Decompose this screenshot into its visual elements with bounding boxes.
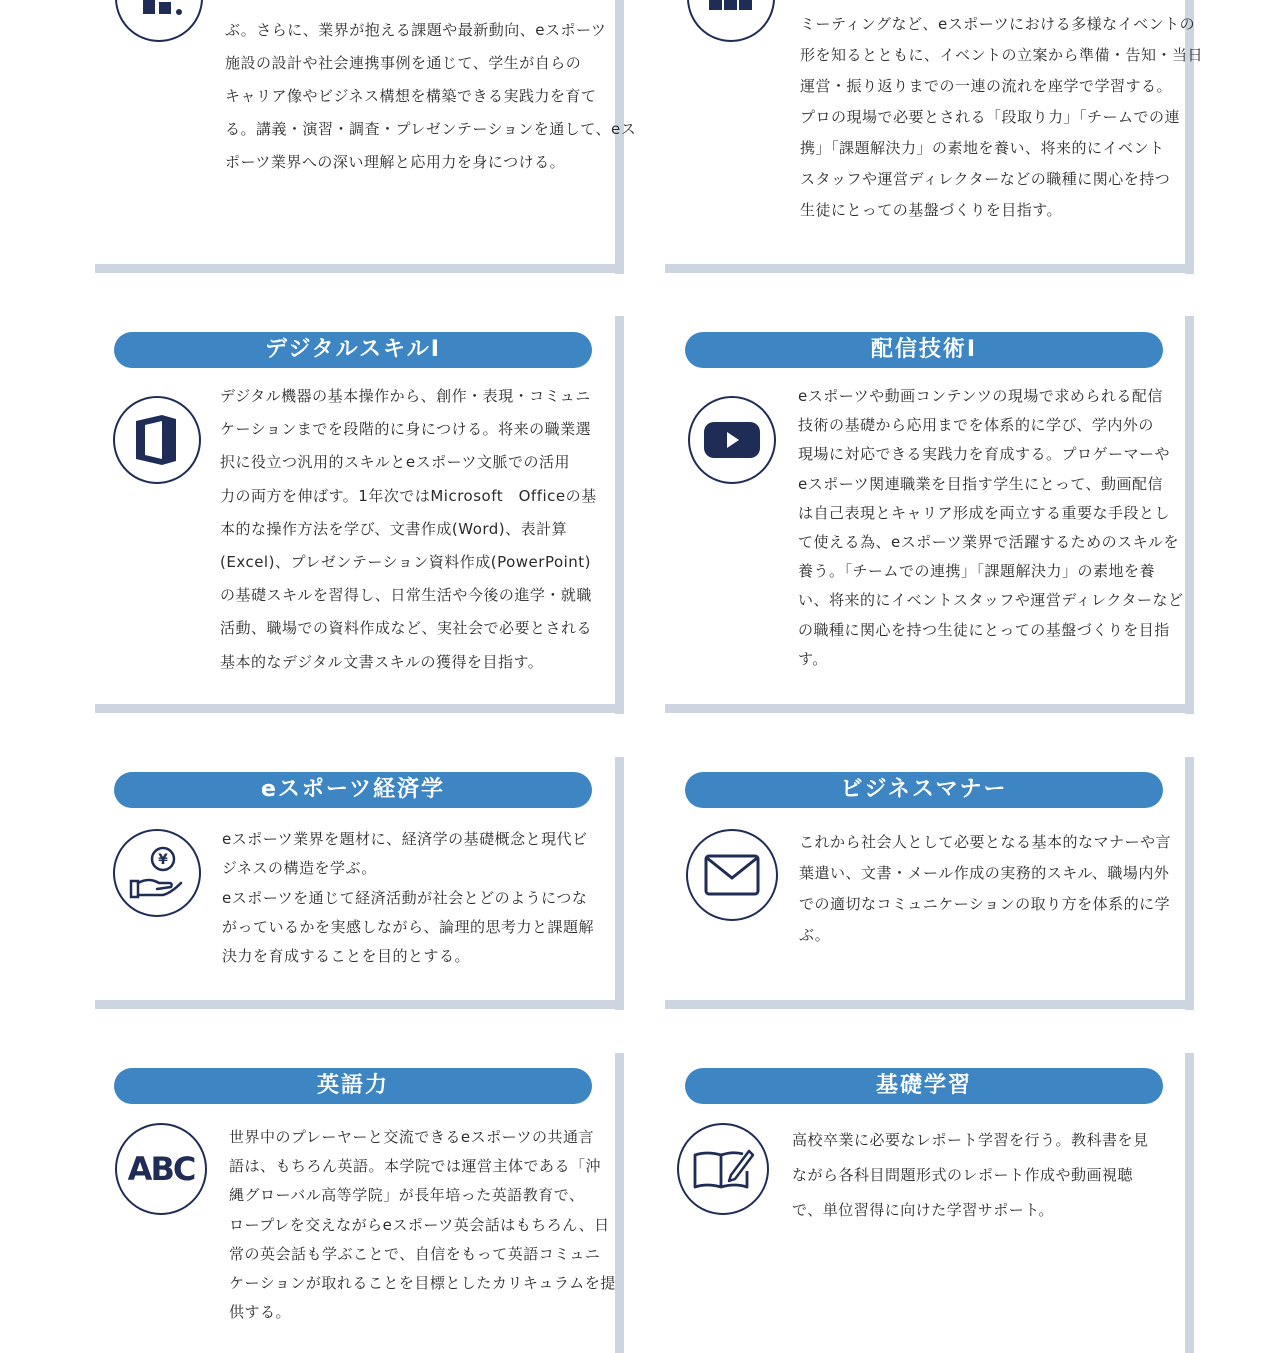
card-shadow-bottom	[665, 704, 1194, 713]
course-title: ビジネスマナー	[685, 772, 1163, 808]
card-description: eスポーツ業界を題材に、経済学の基礎概念と現代ビ ジネスの構造を学ぶ。 eスポーツを通じて経済活動が社会とどのようにつな がっているかを実感しながら、論理的思考力と課題解 決力を育成することを目的とする。	[222, 830, 595, 966]
card-description: eスポーツや動画コンテンツの現場で求められる配信 技術の基礎から応用までを体系的に学び、学内外の 現場に対応できる実践力を育成する。プロゲーマーや eスポーツ関連職業を目指す学生にとって、動画配信 は自己表現とキャリア形成を両立する重要な手段とし て使える為、eスポーツ業界で活躍するためのスキルを 養う。「チームでの連携」「課題解決力」の素地を養 い、将来的にイベントスタッフや運営ディレクターなど の職種に関心を持つ生徒にとっての基盤づくりを目指 す。	[798, 387, 1184, 668]
abc-icon	[115, 1123, 207, 1215]
card-shadow-bottom	[95, 704, 624, 713]
card-shadow-right	[615, 1053, 624, 1353]
course-title: 基礎学習	[685, 1068, 1163, 1104]
card-shadow-right	[1185, 1053, 1194, 1353]
card-english	[95, 1053, 625, 1353]
card-shadow-bottom	[95, 1000, 624, 1009]
mail-icon	[686, 829, 778, 921]
building-icon	[115, 0, 203, 42]
card-description: ミーティングなど、eスポーツにおける多様なイベントの 形を知るとともに、イベントの立案から準備・告知・当日 運営・振り返りまでの一連の流れを座学で学習する。 プロの現場で必要とされる「段取り力」「チームでの連 携」「課題解決力」の素地を養い、将来的にイベント スタッフや運営ディレクターなどの職種に関心を持つ 生徒にとっての基盤づくりを目指す。	[800, 15, 1204, 219]
abc-icon-text: ABC	[127, 1150, 195, 1188]
yen-hand-icon	[113, 829, 201, 917]
card-description: 高校卒業に必要なレポート学習を行う。教科書を見 ながら各科目問題形式のレポート作成や動画視聴 で、単位習得に向けた学習サポート。	[792, 1131, 1149, 1219]
course-title: 配信技術I	[685, 332, 1163, 368]
card-top-left	[95, 0, 637, 274]
card-description: これから社会人として必要となる基本的なマナーや言 葉遣い、文書・メール作成の実務的スキル、職場内外 での適切なコミュニケーションの取り方を体系的に学 ぶ。	[799, 833, 1172, 944]
card-shadow-right	[615, 757, 624, 1010]
card-streaming	[665, 316, 1195, 714]
card-shadow-bottom	[665, 264, 1194, 273]
card-top-right	[665, 0, 1204, 274]
card-description: 世界中のプレーヤーと交流できるeスポーツの共通言 語は、もちろん英語。本学院では運営主体である「沖 縄グローバル高等学院」が長年培った英語教育で、 ロープレを交えながらeスポーツ英会話はもちろん、日 常の英会話も学ぶことで、自信をもって英語コミュニ ケーションが取れることを目標としたカリキュラムを提 供する。	[229, 1128, 616, 1322]
course-title: デジタルスキルI	[114, 332, 592, 368]
card-description: デジタル機器の基本操作から、創作・表現・コミュニ ケーションまでを段階的に身につける。将来の職業選 択に役立つ汎用的スキルとeスポーツ文脈での活用 力の両方を伸ばす。1年次ではMicrosoft Officeの基 本的な操作方法を学び、文書作成(Word)、表計算 (Excel)、プレゼンテーション資料作成(PowerPoint) の基礎スキルを習得し、日常生活や今後の進学・就職 活動、職場での資料作成など、実社会で必要とされる 基本的なデジタル文書スキルの獲得を目指す。	[220, 387, 597, 671]
card-basic-study	[665, 1053, 1195, 1353]
card-economics	[95, 757, 625, 1010]
course-title: 英語力	[114, 1068, 592, 1104]
svg-text:¥: ¥	[158, 852, 168, 868]
card-shadow-right	[615, 316, 624, 714]
grid-icon	[687, 0, 775, 42]
card-shadow-bottom	[95, 264, 624, 273]
card-shadow-bottom	[665, 1000, 1194, 1009]
card-shadow-right	[1185, 316, 1194, 714]
card-digital-skill	[95, 316, 625, 714]
book-pen-icon	[677, 1123, 769, 1215]
card-description: ぶ。さらに、業界が抱える課題や最新動向、eスポーツ 施設の設計や社会連携事例を通じて、学生が自らの キャリア像やビジネス構想を構築できる実践力を育て る。講義・演習・調査・プレゼンテーションを通して、eス ポーツ業界への深い理解と応用力を身につける。	[225, 21, 637, 171]
video-play-icon	[688, 396, 776, 484]
office-icon	[113, 396, 201, 484]
card-business-manners	[665, 757, 1195, 1010]
course-title: eスポーツ経済学	[114, 772, 592, 808]
card-shadow-right	[1185, 757, 1194, 1010]
